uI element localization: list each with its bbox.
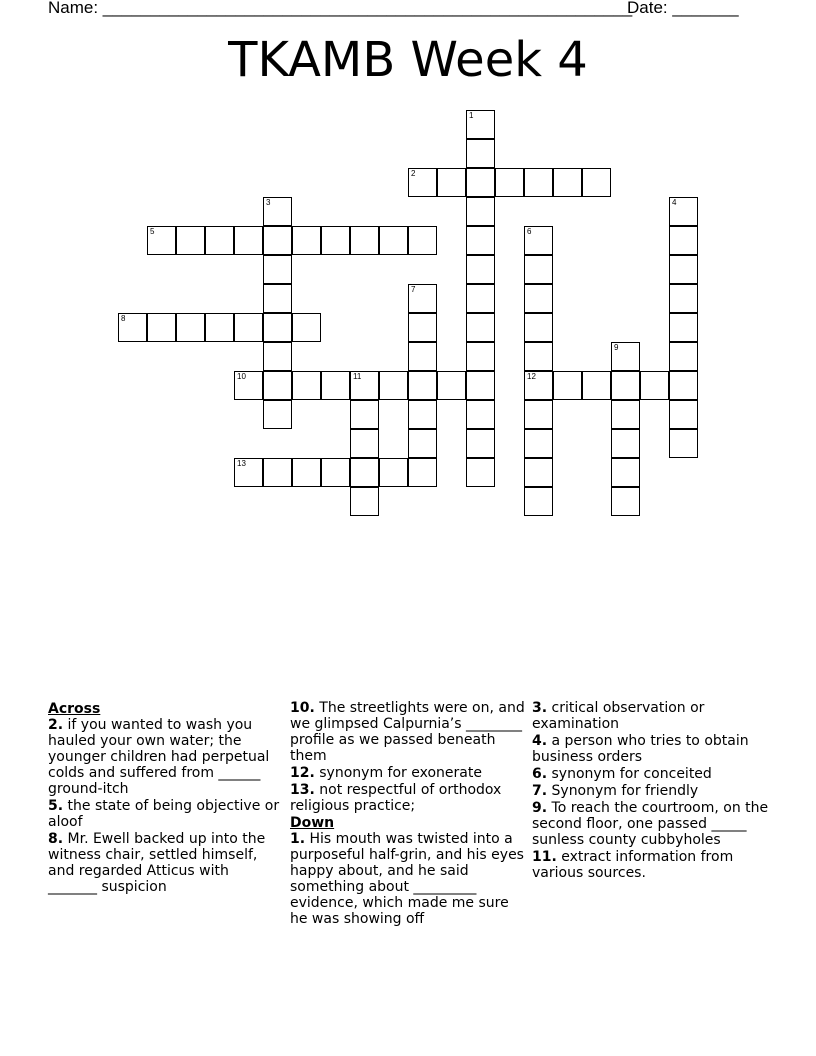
- grid-cell[interactable]: [524, 458, 553, 487]
- grid-cell[interactable]: [263, 342, 292, 371]
- grid-cell[interactable]: [408, 313, 437, 342]
- grid-cell[interactable]: [408, 458, 437, 487]
- grid-cell[interactable]: [437, 168, 466, 197]
- grid-cell[interactable]: [234, 313, 263, 342]
- grid-cell[interactable]: [408, 429, 437, 458]
- grid-cell[interactable]: [466, 313, 495, 342]
- grid-cell[interactable]: [205, 226, 234, 255]
- grid-cell[interactable]: [263, 400, 292, 429]
- clue-number: 12: [527, 372, 536, 381]
- grid-cell[interactable]: [234, 458, 263, 487]
- grid-cell[interactable]: [437, 371, 466, 400]
- grid-cell[interactable]: [205, 313, 234, 342]
- grid-cell[interactable]: [350, 458, 379, 487]
- grid-cell[interactable]: [176, 313, 205, 342]
- clue-number: 6: [527, 227, 532, 236]
- clue-number: 8: [121, 314, 126, 323]
- grid-cell[interactable]: [176, 226, 205, 255]
- grid-cell[interactable]: [582, 168, 611, 197]
- grid-cell[interactable]: [350, 371, 379, 400]
- grid-cell[interactable]: [234, 371, 263, 400]
- grid-cell[interactable]: [408, 371, 437, 400]
- grid-cell[interactable]: [669, 284, 698, 313]
- down-heading: Down: [290, 815, 335, 831]
- grid-cell[interactable]: [466, 168, 495, 197]
- down-clue-3: 3. critical observation or examination: [532, 700, 705, 732]
- grid-cell[interactable]: [466, 139, 495, 168]
- grid-cell[interactable]: [495, 168, 524, 197]
- grid-cell[interactable]: [466, 110, 495, 139]
- grid-cell[interactable]: [466, 284, 495, 313]
- grid-cell[interactable]: [408, 342, 437, 371]
- grid-cell[interactable]: [524, 255, 553, 284]
- puzzle-title: TKAMB Week 4: [228, 32, 588, 88]
- clue-number: 3: [266, 198, 271, 207]
- grid-cell[interactable]: [582, 371, 611, 400]
- grid-cell[interactable]: [408, 226, 437, 255]
- grid-cell[interactable]: [524, 342, 553, 371]
- clue-number: 10: [237, 372, 246, 381]
- date-field[interactable]: Date: _______: [627, 0, 739, 17]
- grid-cell[interactable]: [553, 168, 582, 197]
- clue-number: 4: [672, 198, 677, 207]
- grid-cell[interactable]: [350, 487, 379, 516]
- grid-cell[interactable]: [408, 400, 437, 429]
- grid-cell[interactable]: [466, 342, 495, 371]
- grid-cell[interactable]: [524, 226, 553, 255]
- clue-number: 13: [237, 459, 246, 468]
- grid-cell[interactable]: [263, 313, 292, 342]
- grid-cell[interactable]: [466, 226, 495, 255]
- grid-cell[interactable]: [147, 313, 176, 342]
- grid-cell[interactable]: [611, 429, 640, 458]
- across-clue-12: 12. synonym for exonerate: [290, 765, 482, 781]
- grid-cell[interactable]: [292, 313, 321, 342]
- grid-cell[interactable]: [263, 284, 292, 313]
- clue-number: 2: [411, 169, 416, 178]
- grid-cell[interactable]: [321, 458, 350, 487]
- grid-cell[interactable]: [263, 197, 292, 226]
- grid-cell[interactable]: [379, 371, 408, 400]
- grid-cell[interactable]: [408, 284, 437, 313]
- grid-cell[interactable]: [350, 400, 379, 429]
- grid-cell[interactable]: [466, 371, 495, 400]
- grid-cell[interactable]: [147, 226, 176, 255]
- down-clue-6: 6. synonym for conceited: [532, 766, 712, 782]
- grid-cell[interactable]: [466, 429, 495, 458]
- clue-number: 1: [469, 111, 474, 120]
- grid-cell[interactable]: [350, 429, 379, 458]
- clue-number: 7: [411, 285, 416, 294]
- grid-cell[interactable]: [524, 429, 553, 458]
- grid-cell[interactable]: [263, 458, 292, 487]
- across-clue-10: 10. The streetlights were on, and we glimpsed Calpurnia’s ________ profile as we passed beneath them: [290, 700, 525, 764]
- clue-column-1: [48, 700, 280, 896]
- grid-cell[interactable]: [466, 255, 495, 284]
- clue-number: 11: [353, 372, 362, 381]
- down-clue-11: 11. extract information from various sources.: [532, 849, 734, 881]
- clue-number: 5: [150, 227, 155, 236]
- grid-cell[interactable]: [669, 342, 698, 371]
- grid-cell[interactable]: [234, 226, 263, 255]
- down-clue-1: 1. His mouth was twisted into a purposeful half-grin, and his eyes happy about, and he said something about _________ evidence, which made me sure he was showing off: [290, 831, 524, 927]
- across-clue-8: 8. Mr. Ewell backed up into the witness chair, settled himself, and regarded Atticus with _______ suspicion: [48, 831, 266, 895]
- grid-cell[interactable]: [379, 458, 408, 487]
- grid-cell[interactable]: [466, 197, 495, 226]
- grid-cell[interactable]: [379, 226, 408, 255]
- grid-cell[interactable]: [321, 371, 350, 400]
- across-clue-13: 13. not respectful of orthodox religious practice;: [290, 782, 502, 814]
- grid-cell[interactable]: [611, 458, 640, 487]
- grid-cell[interactable]: [669, 226, 698, 255]
- grid-cell[interactable]: [350, 226, 379, 255]
- grid-cell[interactable]: [466, 400, 495, 429]
- grid-cell[interactable]: [669, 313, 698, 342]
- across-clue-2: 2. if you wanted to wash you hauled your own water; the younger children had perpetual colds and suffered from ______ ground-itch: [48, 717, 270, 797]
- grid-cell[interactable]: [524, 487, 553, 516]
- grid-cell[interactable]: [611, 371, 640, 400]
- clue-column-2: [290, 700, 525, 928]
- grid-cell[interactable]: [292, 371, 321, 400]
- grid-cell[interactable]: [611, 400, 640, 429]
- name-field[interactable]: Name: ________________________________________________________: [48, 0, 633, 17]
- grid-cell[interactable]: [611, 487, 640, 516]
- grid-cell[interactable]: [524, 371, 553, 400]
- grid-cell[interactable]: [292, 458, 321, 487]
- grid-cell[interactable]: [553, 371, 582, 400]
- grid-cell[interactable]: [669, 371, 698, 400]
- grid-cell[interactable]: [611, 342, 640, 371]
- grid-cell[interactable]: [118, 313, 147, 342]
- grid-cell[interactable]: [524, 400, 553, 429]
- grid-cell[interactable]: [263, 226, 292, 255]
- grid-cell[interactable]: [408, 168, 437, 197]
- grid-cell[interactable]: [669, 255, 698, 284]
- clue-number: 9: [614, 343, 619, 352]
- grid-cell[interactable]: [640, 371, 669, 400]
- grid-cell[interactable]: [321, 226, 350, 255]
- grid-cell[interactable]: [669, 429, 698, 458]
- grid-cell[interactable]: [524, 313, 553, 342]
- grid-cell[interactable]: [292, 226, 321, 255]
- grid-cell[interactable]: [669, 400, 698, 429]
- grid-cell[interactable]: [263, 255, 292, 284]
- across-clue-5: 5. the state of being objective or aloof: [48, 798, 280, 830]
- across-heading: Across: [48, 701, 101, 717]
- down-clue-4: 4. a person who tries to obtain business orders: [532, 733, 749, 765]
- grid-cell[interactable]: [263, 371, 292, 400]
- grid-cell[interactable]: [524, 284, 553, 313]
- grid-cell[interactable]: [524, 168, 553, 197]
- down-clue-7: 7. Synonym for friendly: [532, 783, 699, 799]
- grid-cell[interactable]: [466, 458, 495, 487]
- clue-column-3: [532, 700, 772, 882]
- down-clue-9: 9. To reach the courtroom, on the second floor, one passed _____ sunless county cubbyholes: [532, 800, 769, 848]
- grid-cell[interactable]: [669, 197, 698, 226]
